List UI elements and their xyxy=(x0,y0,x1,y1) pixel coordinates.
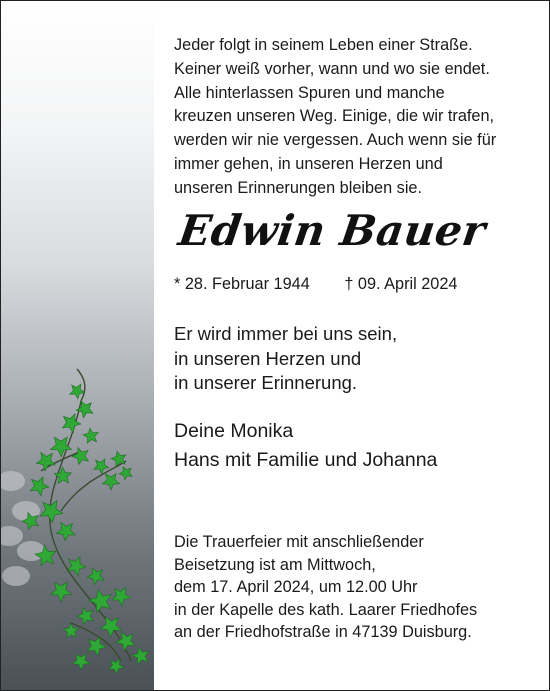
funeral-line: dem 17. April 2024, um 12.00 Uhr xyxy=(174,578,418,597)
ivy-leaf xyxy=(40,501,63,523)
ivy-leaf xyxy=(83,428,98,443)
poem-line: werden wir nie vergessen. Auch wenn sie für xyxy=(174,131,497,150)
funeral-line: Die Trauerfeier mit anschließender xyxy=(174,533,424,551)
life-dates xyxy=(174,275,534,294)
poem-text xyxy=(174,34,534,201)
shadow-leaf xyxy=(1,471,25,491)
ivy-leaf xyxy=(112,587,131,606)
poem-line: immer gehen, in unseren Herzen und xyxy=(174,154,443,173)
ivy-leaf xyxy=(54,467,71,484)
poem-line: Alle hinterlassen Spuren und manche xyxy=(174,83,445,102)
vine-stem xyxy=(61,461,126,511)
ivy-leaf xyxy=(30,477,49,496)
ivy-leaf xyxy=(87,568,104,585)
birth-date: * 28. Februar 1944 xyxy=(174,275,310,293)
ivy-leaf xyxy=(89,589,111,612)
ivy-leaf xyxy=(72,448,88,465)
ivy-vine-icon xyxy=(1,361,161,691)
ivy-leaf xyxy=(51,582,72,602)
poem-line: Jeder folgt in seinem Leben einer Straße. xyxy=(174,36,473,54)
quote-line: Er wird immer bei uns sein, xyxy=(174,323,398,344)
funeral-line: an der Friedhofstraße in 47139 Duisburg. xyxy=(174,623,472,642)
quote-line: in unseren Herzen und xyxy=(174,347,362,369)
deceased-name: Edwin Bauer xyxy=(175,206,489,255)
poem-line: Keiner weiß vorher, wann und wo sie endet. xyxy=(174,59,490,78)
ivy-leaf xyxy=(109,659,124,674)
ivy-leaf xyxy=(36,452,55,471)
funeral-line: Beisetzung ist am Mittwoch, xyxy=(174,555,376,574)
ivy-leaf xyxy=(73,654,90,670)
ivy-leaf xyxy=(56,522,75,541)
memorial-quote xyxy=(174,322,534,396)
ivy-leaf xyxy=(111,451,126,466)
funeral-line: in der Kapelle des kath. Laarer Friedhofes xyxy=(174,600,478,619)
ivy-leaf xyxy=(132,647,149,664)
shadow-leaf xyxy=(2,566,30,586)
death-date: † 09. April 2024 xyxy=(344,275,458,293)
shadow-leaf xyxy=(1,526,23,546)
funeral-info xyxy=(174,531,534,644)
quote-line: in unserer Erinnerung. xyxy=(174,372,358,393)
ivy-leaf xyxy=(100,617,121,637)
poem-line: kreuzen unseren Weg. Einige, die wir trafen, xyxy=(174,107,495,126)
mourners xyxy=(174,417,534,475)
ivy-leaf xyxy=(62,414,81,433)
ivy-leaf xyxy=(77,608,93,625)
ivy-leaf xyxy=(51,437,72,457)
ivy-leaf xyxy=(103,474,120,490)
poem-line: unseren Erinnerungen bleiben sie. xyxy=(174,178,423,197)
mourner-line: Deine Monika xyxy=(174,420,294,442)
ivy-leaf xyxy=(76,401,93,418)
ivy-leaf xyxy=(119,467,132,480)
mourner-line: Hans mit Familie und Johanna xyxy=(174,449,438,471)
ivy-leaf xyxy=(116,632,135,651)
